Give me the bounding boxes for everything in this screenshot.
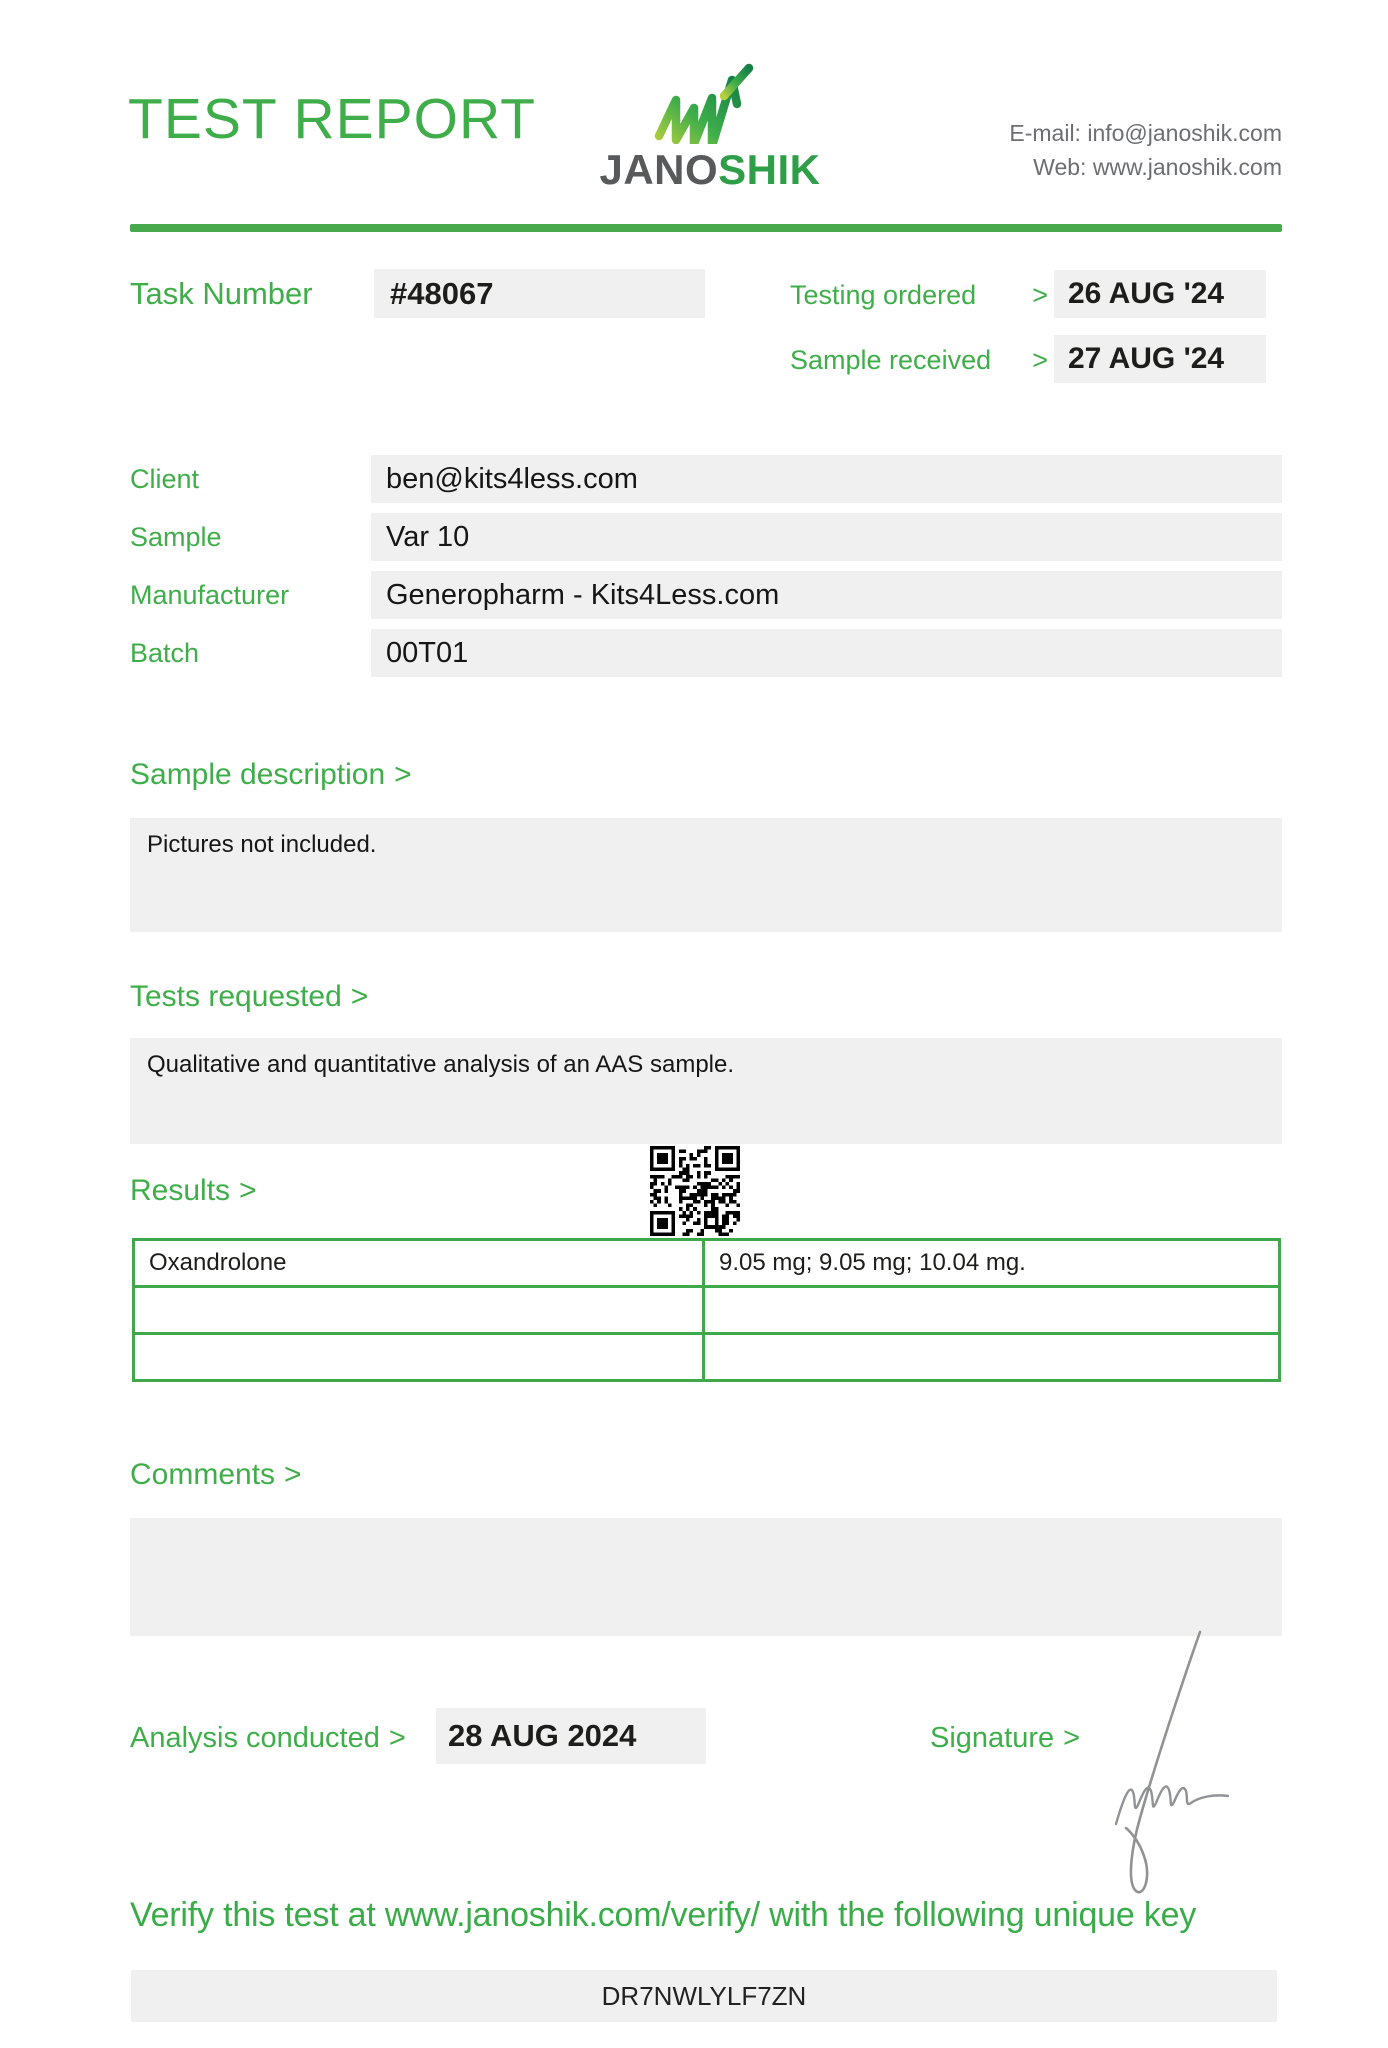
comments-box [130, 1518, 1282, 1636]
tests-requested-box [130, 1038, 1282, 1144]
client-label: Client [130, 464, 200, 494]
signature-heading [930, 1722, 1080, 1755]
contact-block [1009, 116, 1282, 184]
testing-ordered-value: 26 AUG '24 [1054, 270, 1266, 318]
sample-label: Sample [130, 522, 222, 552]
result-substance-cell: Oxandrolone [134, 1240, 704, 1287]
manufacturer-value: Generopharm - Kits4Less.com [371, 571, 1282, 619]
signature-handwriting [1080, 1626, 1255, 1916]
testing-ordered-label: Testing ordered [790, 280, 977, 310]
tests-requested-text: Qualitative and quantitative analysis of an AAS sample. [147, 1051, 735, 1078]
sample-description-label: Sample description [130, 758, 386, 791]
sample-received-label: Sample received [790, 345, 992, 375]
header-divider [130, 224, 1282, 232]
batch-value: 00T01 [371, 629, 1282, 677]
arrow-icon: > [1063, 1722, 1081, 1754]
page-title: TEST REPORT [128, 87, 536, 151]
arrow-icon: > [388, 1722, 406, 1754]
signature-label: Signature [930, 1722, 1055, 1754]
verify-instruction: Verify this test at www.janoshik.com/verify/ with the following unique key [130, 1896, 1197, 1934]
sample-description-heading [130, 758, 412, 792]
analysis-conducted-label: Analysis conducted [130, 1722, 380, 1754]
arrow-icon: > [284, 1458, 302, 1491]
batch-label: Batch [130, 638, 200, 668]
arrow-icon: > [239, 1174, 257, 1207]
analysis-conducted-value: 28 AUG 2024 [436, 1708, 706, 1764]
analysis-conducted-heading [130, 1722, 406, 1755]
testing-ordered-row [790, 280, 1048, 311]
wordmark-right: SHIK [718, 146, 821, 193]
result-value-cell: 9.05 mg; 9.05 mg; 10.04 mg. [704, 1240, 1280, 1287]
manufacturer-label: Manufacturer [130, 580, 290, 610]
result-value-cell [704, 1287, 1280, 1334]
tests-requested-heading [130, 980, 368, 1014]
results-table [132, 1238, 1281, 1382]
verify-key: DR7NWLYLF7ZN [131, 1970, 1277, 2022]
task-number-label: Task Number [130, 276, 313, 311]
arrow-icon: > [1032, 280, 1048, 310]
arrow-icon: > [350, 980, 369, 1013]
comments-label: Comments [130, 1458, 276, 1491]
contact-web: Web: www.janoshik.com [1033, 154, 1282, 180]
janoshik-logo-icon [652, 60, 764, 144]
comments-heading [130, 1458, 302, 1492]
result-substance-cell [134, 1334, 704, 1381]
tests-requested-label: Tests requested [130, 980, 342, 1013]
sample-received-value: 27 AUG '24 [1054, 335, 1266, 383]
sample-received-row [790, 345, 1048, 376]
wordmark-left: JANO [599, 146, 719, 193]
qr-code-icon [650, 1146, 740, 1236]
sample-description-box [130, 818, 1282, 932]
client-value: ben@kits4less.com [371, 455, 1282, 503]
sample-value: Var 10 [371, 513, 1282, 561]
janoshik-wordmark [592, 146, 828, 194]
table-row [134, 1287, 1280, 1334]
arrow-icon: > [1032, 345, 1048, 375]
table-row [134, 1334, 1280, 1381]
result-value-cell [704, 1334, 1280, 1381]
arrow-icon: > [394, 758, 412, 791]
table-row [134, 1240, 1280, 1287]
results-label: Results [130, 1174, 231, 1207]
results-heading [130, 1174, 257, 1208]
task-number-value: #48067 [374, 269, 705, 318]
result-substance-cell [134, 1287, 704, 1334]
contact-email: E-mail: info@janoshik.com [1009, 120, 1282, 146]
sample-description-text: Pictures not included. [147, 831, 377, 858]
